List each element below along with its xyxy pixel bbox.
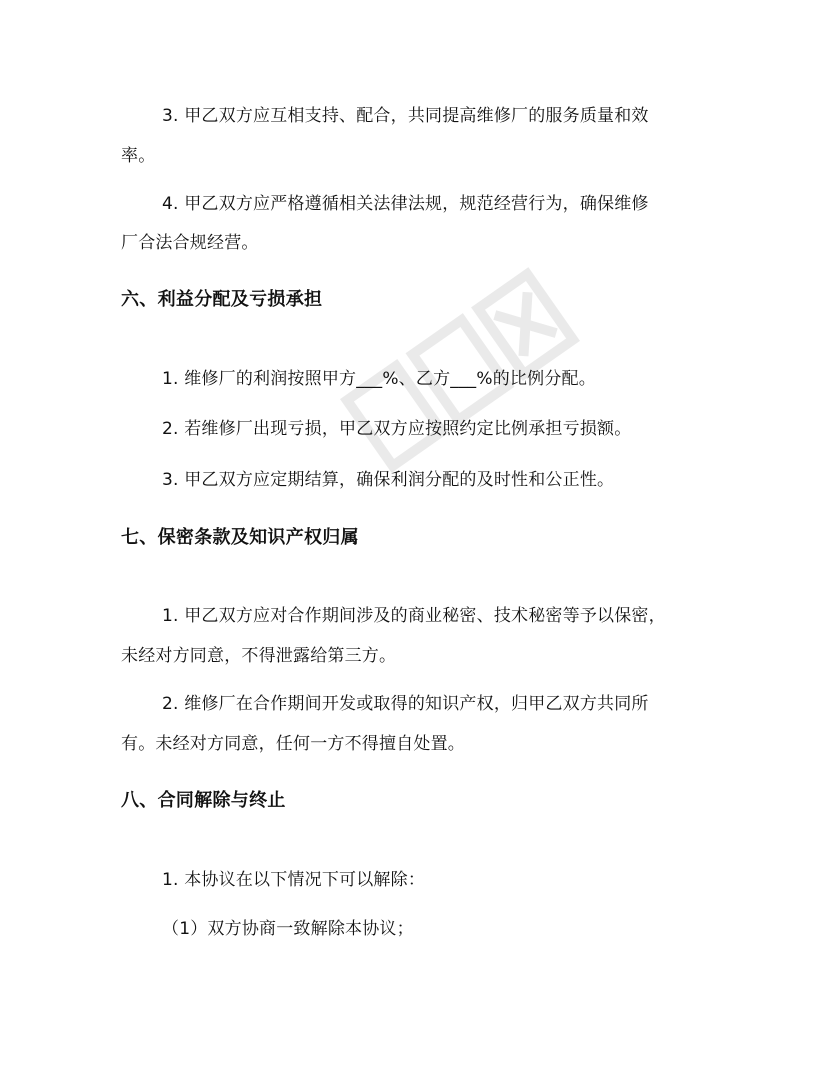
clause-6-2: 2. 若维修厂出现亏损，甲乙双方应按照约定比例承担亏损额。 <box>162 419 632 439</box>
section-8-heading: 八、合同解除与终止 <box>121 790 286 811</box>
clause-6-1: 1. 维修厂的利润按照甲方___%、乙方___%的比例分配。 <box>162 369 596 389</box>
section-7-heading: 七、保密条款及知识产权归属 <box>121 527 359 548</box>
clause-7-1-line-2: 未经对方同意，不得泄露给第三方。 <box>121 646 397 666</box>
clause-8-1-sub-1: （1）双方协商一致解除本协议； <box>162 919 414 939</box>
clause-7-1-line-1: 1. 甲乙双方应对合作期间涉及的商业秘密、技术秘密等予以保密， <box>162 606 666 626</box>
clause-7-2-line-2: 有。未经对方同意，任何一方不得擅自处置。 <box>121 734 465 754</box>
clause-5-3-line-2: 率。 <box>121 146 156 166</box>
clause-5-3-line-1: 3. 甲乙双方应互相支持、配合，共同提高维修厂的服务质量和效 <box>162 106 649 126</box>
clause-7-2-line-1: 2. 维修厂在合作期间开发或取得的知识产权，归甲乙双方共同所 <box>162 694 649 714</box>
clause-8-1: 1. 本协议在以下情况下可以解除： <box>162 870 426 890</box>
clause-5-4-line-2: 厂合法合规经营。 <box>121 233 259 253</box>
clause-6-3: 3. 甲乙双方应定期结算，确保利润分配的及时性和公正性。 <box>162 470 615 490</box>
section-6-heading: 六、利益分配及亏损承担 <box>121 289 323 310</box>
clause-5-4-line-1: 4. 甲乙双方应严格遵循相关法律法规，规范经营行为，确保维修 <box>162 194 649 214</box>
